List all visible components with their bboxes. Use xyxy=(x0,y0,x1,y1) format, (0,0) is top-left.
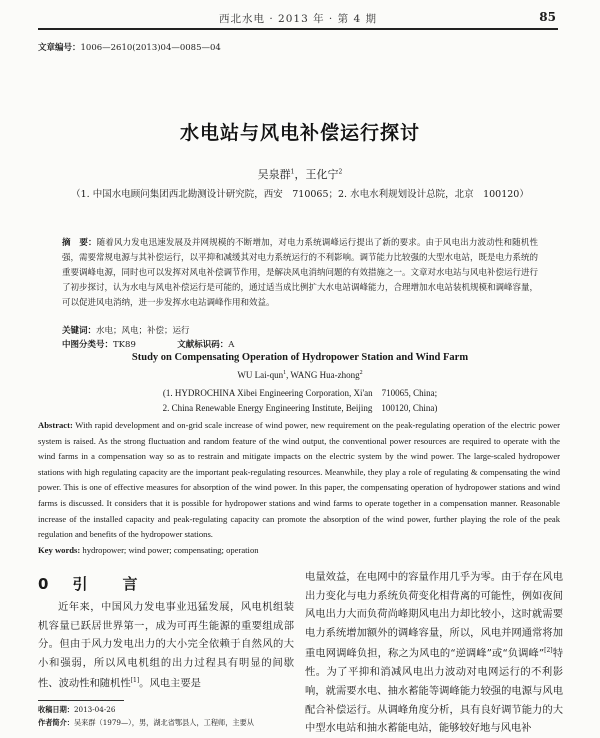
keywords-en xyxy=(38,545,560,555)
keywords-cn xyxy=(62,324,538,336)
paper-title-en: Study on Compensating Operation of Hydropower Station and Wind Farm xyxy=(131,352,469,363)
received-date: 2013-04-26 xyxy=(73,705,116,714)
article-number-value: 1006—2610(2013)04—0085—04 xyxy=(80,43,221,53)
affiliation-en-2: 2. China Renewable Energy Engineering Institute, Beijing 100120, China) xyxy=(162,403,438,413)
abstract-cn-label: 摘 要： xyxy=(62,238,97,248)
author-bio: 吴来群（1979—），男，湖北省鄂县人，工程师，主要从 xyxy=(73,718,254,727)
author-1-cn-affil: 1 xyxy=(290,168,295,176)
article-number-label: 文章编号： xyxy=(38,43,81,53)
footnote-received xyxy=(38,704,294,715)
keywords-en-label: Key words: xyxy=(38,545,81,555)
footnote-divider xyxy=(38,700,124,701)
intro-right-text-2: 特性。为了平抑和消减风电出力波动对电网运行的不利影响，就需要水电、抽水蓄能等调峰能力较强的电源与风电配合补偿运行。从调峰角度分析，具有良好调节能力的大中型水电站和抽水蓄能电站，能够较好地与风电补 xyxy=(305,647,563,735)
affiliation-cn: （1. 中国水电顾问集团西北勘测设计研究院，西安 710065；2. 水电水利规划设计总院，北京 100120） xyxy=(71,189,529,200)
author-2-en: , WANG Hua-zhong xyxy=(286,370,360,380)
paper-title-cn: 水电站与风电补偿运行探讨 xyxy=(179,122,420,144)
affiliation-en-1: (1. HYDROCHINA Xibei Engineering Corporation, Xi'an 710065, China; xyxy=(162,388,438,398)
intro-paragraph-left xyxy=(38,598,294,693)
abstract-cn xyxy=(62,236,538,311)
intro-left-end: 。风电主要是 xyxy=(139,677,201,690)
running-header xyxy=(38,8,558,30)
authors-en xyxy=(0,370,600,380)
abstract-en-text: With rapid development and on-grid scale increase of wind power, new requirement on the peak-regulating operation of the electric power system is raised. As the strong fluctuation and random feature of the wind output, the conventional power resources are required to operate with the wind farms in a compensation way so as to restrain and mitigate impacts on the electric system by the wind power. The large-scaled hydropower stations with high regulating capacity are the important peak-regulating resources. Meanwhile, they play a role of regulating & compensating the wind power. This is one of effective measures for absorption of the wind power. In this paper, the compensating operation of hydropower stations and wind farms is discussed. It considers that it is possible for hydropower stations and wind farms to operate together in a compensation manner. Reasonable increase of the installed capacity and peak-regulating capacity can promote the absorption of the wind power, further playing the role of the peak regulation and benefits of the hydropower stations. xyxy=(38,420,560,540)
abstract-en-label: Abstract: xyxy=(38,420,73,430)
citation-2: [2] xyxy=(544,647,553,655)
abstract-en xyxy=(38,418,560,543)
abstract-cn-text: 随着风力发电迅速发展及并网规模的不断增加，对电力系统调峰运行提出了新的要求。由于风电出力波动性和随机性强，需要常规电源与其补偿运行，以平抑和减缓其对电力系统运行的不利影响。调节能力比较强的大型水电站，既是电力系统的重要调峰电源，同时也可以发挥对风电补偿调节作用，是解决风电消纳问题的有效措施之一。文章对水电站与风电补偿运行进行了初步探讨，认为水电与风电补偿运行是可能的，通过适当成比例扩大水电站调峰能力，合理增加水电站装机规模和调峰容量，可以促进风电消纳，进一步发挥水电站调峰作用和效益。 xyxy=(62,238,539,308)
classification-cn xyxy=(62,338,538,350)
intro-left-text: 近年来，中国风力发电事业迅猛发展，风电机组装机容量已跃居世界第一，成为可再生能源的重要组成部分。但由于风力发电出力的大小完全依赖于自然风的大小和强弱，所以风电机组的出力过程具有明显的间歇性、波动性和随机性 xyxy=(38,601,294,690)
section-title: 引 言 xyxy=(72,575,148,593)
doc-code-label: 文献标识码： xyxy=(177,340,229,350)
received-label: 收稿日期： xyxy=(38,705,74,714)
citation-1: [1] xyxy=(130,677,140,685)
author-1-en-affil: 1 xyxy=(283,370,287,376)
author-1-cn: 吴泉群 xyxy=(257,168,291,181)
section-number: 0 xyxy=(38,575,59,593)
doc-code-value: A xyxy=(228,340,235,350)
section-heading-intro xyxy=(38,573,147,594)
journal-name: 西北水电 · 2013 年 · 第 4 期 xyxy=(219,13,377,25)
keywords-en-text: hydropower; wind power; compensating; operation xyxy=(82,545,259,555)
author-2-cn-affil: 2 xyxy=(338,168,343,176)
author-2-en-affil: 2 xyxy=(359,370,363,376)
keywords-cn-text: 水电；风电；补偿；运行 xyxy=(96,326,190,336)
footnote-author xyxy=(38,717,294,728)
intro-right-text-1: 电量效益，在电网中的容量作用几乎为零。由于存在风电出力变化与电力系统负荷变化相背离的可能性，例如夜间风电出力大而负荷尚峰期风电出力却比较小，这时就需要电力系统增加额外的调峰容量，所以，风电并网通常将加重电网调峰负担，称之为风电的“逆调峰”或“负调峰” xyxy=(305,571,563,660)
author-bio-label: 作者简介： xyxy=(38,718,74,727)
authors-cn xyxy=(0,166,600,182)
page-number: 85 xyxy=(539,10,556,24)
article-number xyxy=(38,41,221,53)
intro-paragraph-right xyxy=(305,568,563,738)
author-2-cn: ，王化宁 xyxy=(294,168,339,181)
clc-label: 中图分类号： xyxy=(62,340,114,350)
author-1-en: WU Lai-qun xyxy=(237,370,284,380)
keywords-cn-label: 关键词： xyxy=(62,326,97,336)
clc-value: TK89 xyxy=(113,340,136,350)
